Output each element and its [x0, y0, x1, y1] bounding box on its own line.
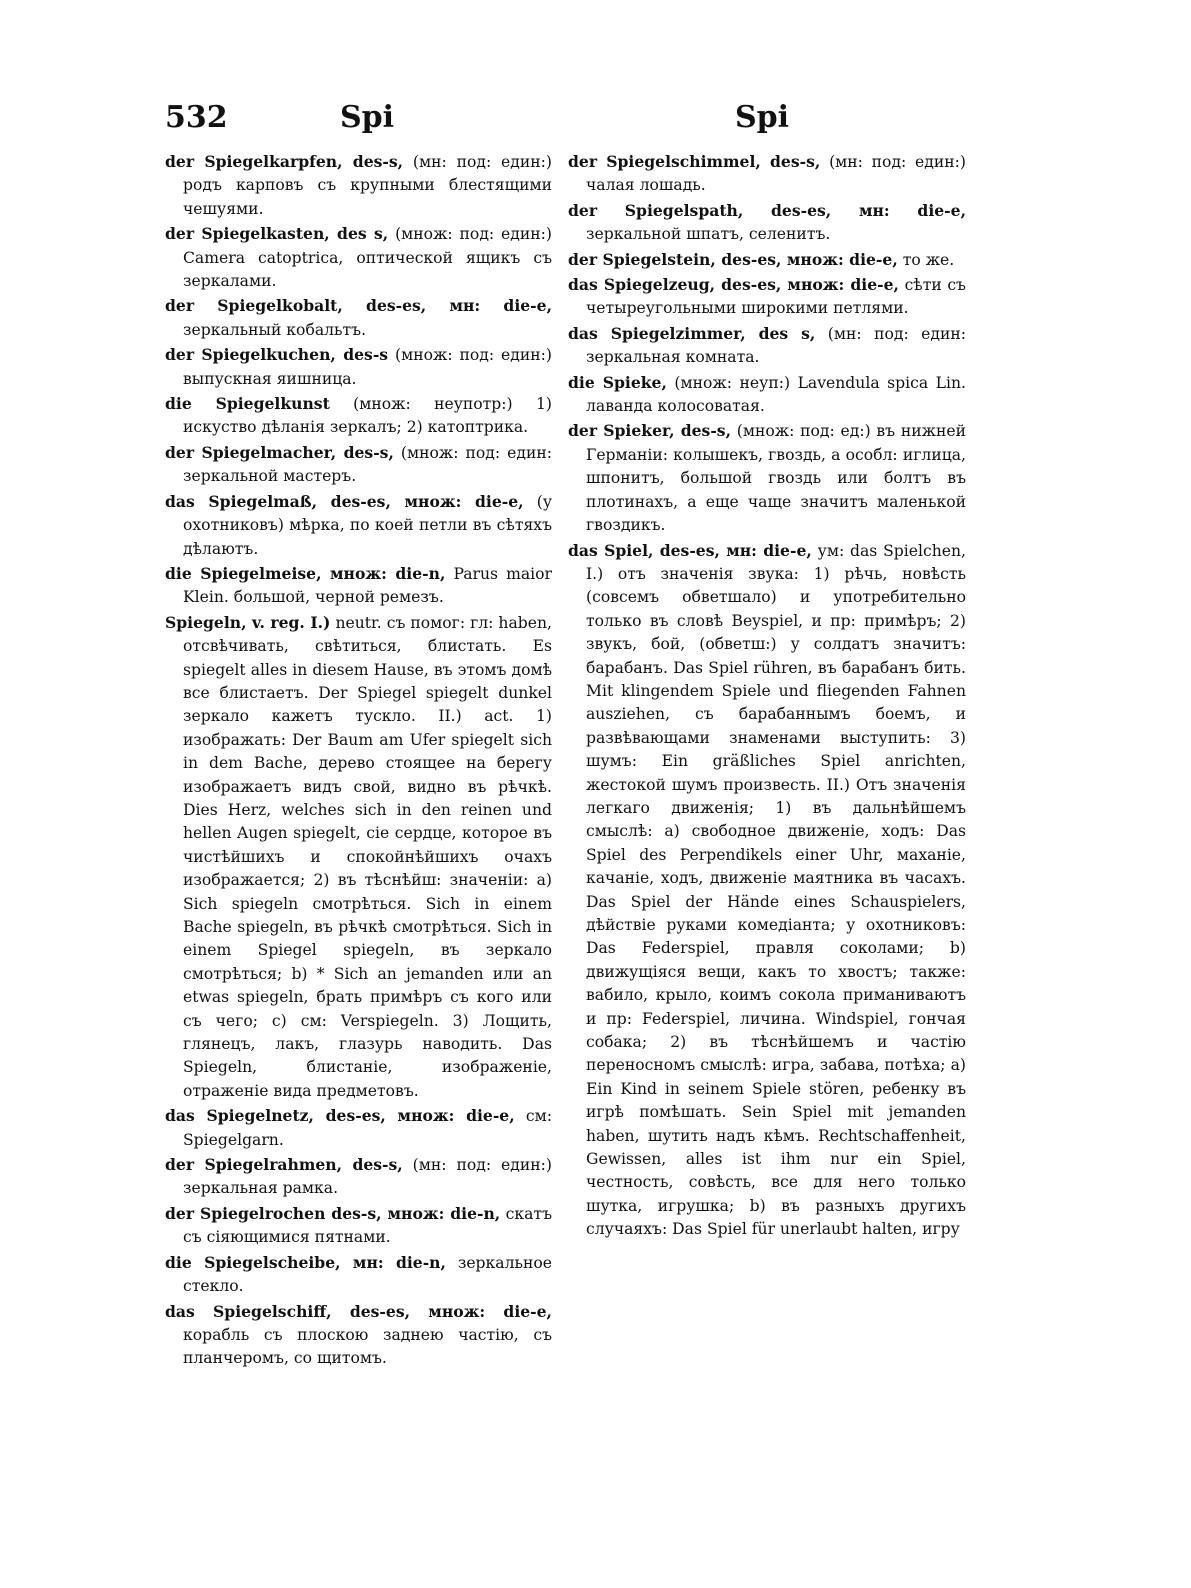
entry-definition: (множ: под: един:) Camera catoptrica, оптической ящикъ съ зеркалами. [183, 225, 552, 291]
entry-headword: der Spiegelkobalt, des-es, мн: die-e, [165, 296, 552, 316]
entry-definition: (мн: под: един: зеркальная комната. [586, 324, 967, 367]
entry-headword: der Spiegelrochen des-s, множ: die-n, [165, 1203, 501, 1223]
entry-headword: der Spiegelschimmel, des-s, [568, 152, 821, 171]
entry-definition: (множ: неуп:) Lavendula spica Lin. лаванда колосоватая. [586, 373, 966, 416]
entry-definition: (мн: под: един:) родъ карповъ съ крупными блестящими чешуями. [183, 153, 552, 218]
entry-definition: то же. [902, 250, 955, 269]
page-number: 532 [165, 100, 228, 135]
dictionary-entry [165, 222, 552, 293]
dictionary-entry [165, 1153, 552, 1201]
entry-headword: der Spiegelkarpfen, des-s, [165, 152, 404, 171]
entry-definition: (мн: под: един:) зеркальная рамка. [183, 1156, 552, 1198]
entry-definition: (множ: под: един: зеркальной мастеръ. [183, 443, 552, 486]
entry-definition: (множ: под: ед:) въ нижней Германіи: колышекъ, гвоздь, а особл: иглица, шпонитъ, большой гвоздь или болтъ въ плотинахъ, а еще чаще значитъ маленькой гвоздикъ. [586, 422, 966, 535]
entry-definition: корабль съ плоскою заднею частію, съ планчеромъ, со щитомъ. [183, 1325, 552, 1368]
dictionary-entry [568, 322, 966, 370]
entry-headword: das Spiegelmaß, des-es, множ: die-e, [165, 491, 524, 511]
entry-headword: Spiegeln, v. reg. I.) [165, 612, 331, 632]
entry-headword: der Spiegelrahmen, des-s, [165, 1155, 403, 1175]
dictionary-entry [568, 150, 966, 198]
entry-headword: das Spiel, des-es, мн: die-e, [568, 540, 812, 560]
guide-word-right: Spi [735, 100, 790, 135]
dictionary-entry [165, 1104, 552, 1152]
entry-definition: зеркальное стекло. [183, 1253, 552, 1296]
entry-definition: Parus maior Klein. большой, черной ремезъ. [183, 564, 552, 607]
dictionary-entry [165, 611, 552, 1104]
dictionary-entry [165, 1202, 552, 1250]
entry-headword: die Spiegelscheibe, мн: die-n, [165, 1252, 446, 1272]
dictionary-entry [568, 371, 966, 419]
entry-definition: (множ: под: един:) выпускная яишница. [183, 346, 552, 388]
entry-headword: das Spiegelschiff, des-es, множ: die-e, [165, 1301, 552, 1321]
entry-headword: das Spiegelzimmer, des s, [568, 323, 816, 343]
entry-definition: зеркальной шпатъ, селенитъ. [586, 225, 831, 244]
dictionary-entry [165, 392, 552, 440]
entry-headword: der Spiegelmacher, des-s, [165, 442, 394, 462]
entry-headword: der Spiegelstein, des-es, множ: die-e, [568, 249, 898, 269]
entry-definition: (у охотниковъ) мѣрка, по коей петли въ сѣтяхъ дѣлаютъ. [183, 492, 552, 558]
dictionary-entry [165, 343, 552, 391]
entry-headword: der Spiegelspath, des-es, мн: die-e, [568, 200, 966, 220]
dictionary-entry [568, 248, 966, 272]
entry-headword: der Spiegelkuchen, des-s [165, 345, 389, 365]
entry-headword: der Spiegelkasten, des s, [165, 224, 389, 244]
entry-definition: neutr. съ помог: гл: haben, отсвѣчивать, свѣтиться, блистать. Es spiegelt alles in diesem Hause, въ этомъ домѣ все блистаетъ. Der Spiegel spiegelt dunkel зеркало кажетъ тускло. II.) act. 1) изображать: Der Baum am Ufer spiegelt sich in dem Bache, дерево стоящее на берегу изображаетъ видъ свой, видно въ рѣчкѣ. Dies Herz, welches sich in den reinen und hellen Augen spiegelt, сіе сердце, которое въ чистѣйшихъ и спокойнѣйшихъ очахъ изображается; 2) въ тѣснѣйш: значеніи: a) Sich spiegeln смотрѣться. Sich in einem Bache spiegeln, въ рѣчкѣ смотрѣться. Sich in einem Spiegel spiegeln, въ зеркало смотрѣться; b) * Sich an jemanden или an etwas spiegeln, брать примѣръ съ кого или съ чего; c) см: Verspiegeln. 3) Лощить, глянецъ, лакъ, глазурь наводить. Das Spiegeln, блистаніе, изображеніе, отраженіе вида предметовъ. [183, 613, 552, 1100]
dictionary-entry [165, 562, 552, 610]
dictionary-entry [568, 419, 966, 537]
entry-definition: (мн: под: един:) чалая лошадь. [586, 153, 966, 195]
right-column [568, 150, 966, 1243]
entry-definition: см: Spiegelgarn. [183, 1107, 552, 1149]
entry-headword: das Spiegelnetz, des-es, множ: die-e, [165, 1106, 515, 1126]
left-column [165, 150, 552, 1372]
entry-definition: ум: das Spielchen, I.) отъ значенія звука: 1) рѣчь, новѣсть (совсемъ обветшало) и употребительно только въ словѣ Beyspiel, и пр: примѣръ; 2) звукъ, бой, (обветш:) у солдатъ значитъ: барабанъ. Das Spiel rühren, въ барабанъ бить. Mit klingendem Spiele und fliegenden Fahnen ausziehen, съ барабаннымъ боемъ, и развѣвающами знаменами выступить: 3) шумъ: Ein gräßliches Spiel anrichten, жестокой шумъ произвесть. II.) Отъ значенія легкаго движенія; 1) въ дальнѣйшемъ смыслѣ: a) свободное движеніе, ходъ: Das Spiel des Perpendikels einer Uhr, маханіе, качаніе, ходъ, движеніе маятника въ часахъ. Das Spiel der Hände eines Schauspielers, дѣйствіе руками комедіанта; у охотниковъ: Das Federspiel, правля соколами; b) движущіяся вещи, какъ то хвостъ; также: вабило, крыло, коимъ сокола приманиваютъ и пр: Federspiel, личина. Windspiel, гончая собака; 2) въ тѣснѣйшемъ и частію переносномъ смыслѣ: игра, забава, потѣха; a) Ein Kind in seinem Spiele stören, ребенку въ игрѣ помѣшать. Sein Spiel mit jemanden haben, шутить надъ кѣмъ. Rechtschaffenheit, Gewissen, alles ist ihm nur ein Spiel, честность, совѣсть, все для него только шутка, игрушка; b) въ разныхъ другихъ случаяхъ: Das Spiel für unerlaubt halten, игру [586, 541, 966, 1239]
entry-headword: die Spiegelmeise, множ: die-n, [165, 563, 446, 583]
guide-word-left: Spi [340, 100, 395, 135]
dictionary-entry [165, 441, 552, 489]
dictionary-entry [165, 1251, 552, 1299]
dictionary-entry [568, 273, 966, 321]
entry-definition: (множ: неупотр:) 1) искуство дѣланія зеркалъ; 2) катоптрика. [183, 395, 552, 437]
dictionary-entry [165, 150, 552, 221]
dictionary-entry [165, 490, 552, 561]
entry-headword: die Spiegelkunst [165, 394, 330, 414]
dictionary-entry [568, 199, 966, 247]
entry-headword: der Spieker, des-s, [568, 421, 732, 441]
entry-definition: скатъ съ сіяющимися пятнами. [183, 1204, 552, 1247]
entry-definition: сѣти съ четыреугольными широкими петлями. [586, 276, 966, 318]
page-header [165, 100, 975, 140]
dictionary-entry [165, 1300, 552, 1371]
entry-definition: зеркальный кобальтъ. [183, 320, 367, 339]
dictionary-entry [165, 294, 552, 342]
entry-headword: das Spiegelzeug, des-es, множ: die-e, [568, 275, 899, 295]
entry-headword: die Spieke, [568, 372, 667, 392]
dictionary-entry [568, 539, 966, 1242]
